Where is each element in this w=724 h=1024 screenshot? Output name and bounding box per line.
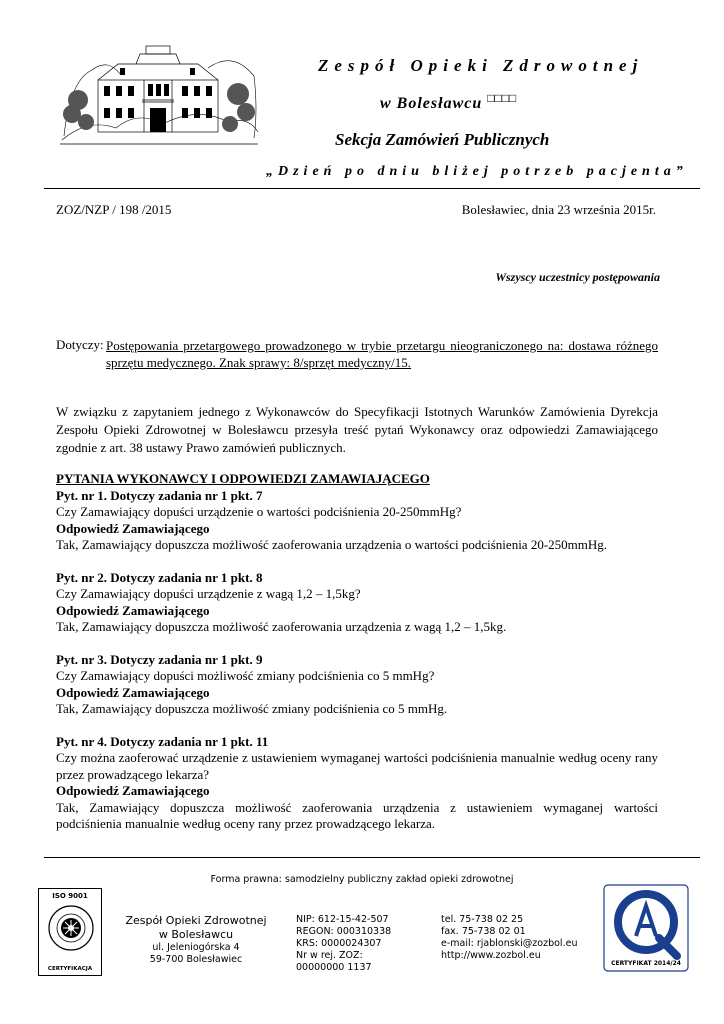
org-name-line1: Zespół Opieki Zdrowotnej (125, 914, 267, 927)
question-text: Czy Zamawiający dopuści urządzenie o wartości podciśnienia 20-250mmHg? (56, 504, 462, 519)
quality-certificate-icon (603, 884, 689, 972)
question-text: Czy Zamawiający dopuści możliwość zmiany podciśnienia co 5 mmHg? (56, 668, 435, 683)
institution-name: Zespół Opieki Zdrowotnej (318, 56, 644, 75)
org-address-block (118, 914, 274, 966)
answer-label: Odpowiedź Zamawiającego (56, 520, 210, 536)
legal-form: Forma prawna: samodzielny publiczny zakład opieki zdrowotnej (210, 874, 514, 885)
website-link[interactable]: http://www.zozbol.eu (441, 950, 541, 961)
registration-block (296, 914, 391, 974)
regon: REGON: 000310338 (296, 926, 392, 937)
answer-text: Tak, Zamawiający dopuszcza możliwość zaoferowania urządzenia z wagą 1,2 – 1,5kg. (56, 619, 507, 634)
header-divider (44, 188, 700, 189)
question-title: Pyt. nr 4. Dotyczy zadania nr 1 pkt. 11 (56, 733, 269, 749)
qa-item (56, 570, 658, 636)
qa-item (56, 652, 658, 718)
email-link[interactable]: e-mail: rjablonski@zozbol.eu (441, 938, 578, 949)
question-text: Czy Zamawiający dopuści urządzenie z wagą 1,2 – 1,5kg? (56, 586, 361, 601)
unrendered-glyphs: □□□□ (487, 91, 517, 105)
question-title: Pyt. nr 3. Dotyczy zadania nr 1 pkt. 9 (56, 651, 263, 667)
fax: fax. 75-738 02 01 (441, 926, 526, 937)
answer-label: Odpowiedź Zamawiającego (56, 684, 210, 700)
answer-text: Tak, Zamawiający dopuszcza możliwość zaoferowania urządzenia z ustawieniem wymaganej wartości podciśnienia manualnie według oceny rany przez prowadzącego lekarza. (56, 799, 658, 831)
qa-item (56, 734, 658, 833)
subject-text: Postępowania przetargowego prowadzonego w trybie przetargu nieograniczonego na: dostawa różnego sprzętu medycznego. Znak sprawy: 8/sprzęt medyczny/15. (106, 338, 658, 370)
contact-block (441, 914, 577, 962)
zoz-register-label: Nr w rej. ZOZ: (296, 950, 363, 961)
iso-certificate-logo (38, 888, 102, 976)
section-name: Sekcja Zamówień Publicznych (335, 130, 550, 149)
iso-label: ISO 9001 (52, 892, 88, 900)
question-title: Pyt. nr 2. Dotyczy zadania nr 1 pkt. 8 (56, 569, 263, 585)
intro-paragraph: W związku z zapytaniem jednego z Wykonawców do Specyfikacji Istotnych Warunków Zamówienia Dyrekcja Zespołu Opieki Zdrowotnej w Bolesławcu przesyła treść pytań Wykonawcy oraz odpowiedzi Zamawiającego zgodnie z art. 38 ustawy Prawo zamówień publicznych. (56, 404, 658, 455)
institution-location (380, 91, 516, 113)
hospital-building-illustration (58, 40, 260, 148)
footer-divider (44, 857, 700, 858)
zoz-register-number: 00000000 1137 (296, 962, 372, 973)
answer-text: Tak, Zamawiający dopuszcza możliwość zmiany podciśnienia co 5 mmHg. (56, 701, 448, 716)
address-city: 59-700 Bolesławiec (149, 954, 243, 965)
qa-heading: PYTANIA WYKONAWCY I ODPOWIEDZI ZAMAWIAJĄCEGO (56, 471, 430, 486)
recipients: Wszyscy uczestnicy postępowania (495, 270, 660, 284)
document-reference: ZOZ/NZP / 198 /2015 (56, 202, 172, 217)
phone: tel. 75-738 02 25 (441, 914, 524, 925)
qa-section (56, 471, 658, 849)
nip: NIP: 612-15-42-507 (296, 914, 389, 925)
answer-label: Odpowiedź Zamawiającego (56, 783, 210, 798)
answer-label: Odpowiedź Zamawiającego (56, 602, 210, 618)
document-date: Bolesławiec, dnia 23 września 2015r. (461, 202, 656, 217)
question-title: Pyt. nr 1. Dotyczy zadania nr 1 pkt. 7 (56, 487, 263, 503)
question-text: Czy można zaoferować urządzenie z ustawieniem wymaganej wartości podciśnienia manualnie według oceny rany przez prowadzącego lekarza? (56, 750, 658, 782)
subject-label: Dotyczy: (56, 337, 104, 352)
krs: KRS: 0000024307 (296, 938, 382, 949)
institution-location-text: w Bolesławcu (380, 95, 483, 112)
iso-cert-label: CERTYFIKACJA (47, 966, 93, 972)
org-name-line2: w Bolesławcu (158, 928, 234, 941)
motto: „Dzień po dniu bliżej potrzeb pacjenta” (266, 164, 688, 179)
iso-seal-icon (47, 904, 95, 952)
answer-text: Tak, Zamawiający dopuszcza możliwość zaoferowania urządzenia o wartości podciśnienia 20-250mmHg. (56, 537, 608, 552)
certificate-label: CERTYFIKAT 2014/24 (611, 960, 681, 967)
address-street: ul. Jeleniogórska 4 (152, 942, 240, 953)
qa-item (56, 488, 658, 554)
